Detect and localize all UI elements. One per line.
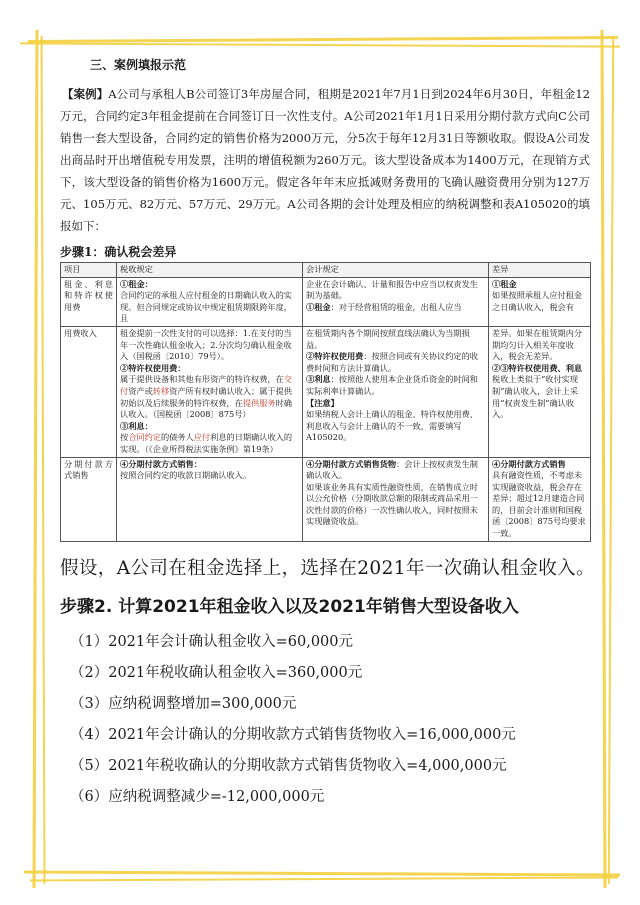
acc-note-text: 如果纳税人会计上确认的租金、特许权使用费、利息收入与会计上确认的不一致，需要填写A105020。 (306, 409, 478, 443)
acc-basis-text: 企业在会计确认、计量和报告中应当以权责发生制为基础。 (306, 278, 478, 301)
calc-line: （2）2021年税收确认租金收入=360,000元 (70, 664, 363, 681)
tax-royalty-text: 属于提供设备和其他有形资产的特许权费，在交付资产或转移资产所有权时确认收入；属于提供初始以及后续服务的特许权费，在提供服务时确认收入。（国税函〔2008〕875号） (120, 374, 292, 420)
tax-interest-text: 按合同约定的债务人应付利息的日期确认收入的实现。（《企业所得税法实施条例》第19条） (120, 432, 293, 454)
row-tax (117, 277, 303, 326)
diff-royalty-text: 税收上类似于“收付实现制”确认收入，会计上采用“权责发生制”确认收入。 (492, 374, 579, 420)
frame-line (41, 36, 46, 884)
acc-rent-text: ：对于经营租赁的租金，出租人应当 (330, 301, 462, 312)
frame-line (30, 876, 618, 881)
row-item: 分期付款方式销售 (61, 457, 117, 541)
case-lead: 【案例】 (62, 87, 109, 101)
diff-rent-heading: ①租金 (492, 278, 517, 289)
header-accounting: 会计规定 (303, 263, 489, 278)
acc-interest-text: ：按照他人使用本企业货币资金的时间和实际利率计算确认。 (306, 374, 478, 396)
diff-royalty-heading: ②③特许权使用费、利息 (492, 362, 583, 373)
frame-line (33, 30, 39, 888)
step1-title: 步骤1：确认税会差异 (60, 245, 177, 259)
frame-line (24, 870, 620, 876)
row-tax (117, 457, 303, 541)
acc-royalty-text: ：按照合同或有关协议约定的收费时间和方法计算确认。 (306, 351, 478, 373)
acc-installment-text: ：会计上按权责发生制确认收入。 (306, 458, 478, 481)
section-title: 三、案例填报示范 (90, 58, 187, 72)
row-difference (489, 457, 591, 541)
frame-line (601, 30, 607, 888)
tax-rent-options: 租金提前一次性支付的可以选择：1.在支付的当年一次性确认租金收入；2.分次均匀确认租金收入（国税函〔2010〕79号）。 (120, 327, 292, 362)
tax-rent-text: 合同约定的承租人应付租金的日期确认收入的实现。但合同规定或协议中规定租赁期限跨年度，且 (120, 290, 292, 324)
table-row (61, 277, 591, 326)
frame-line (20, 42, 620, 47)
tax-installment-heading: ④分期付款方式销售： (120, 458, 202, 469)
table-header-row (61, 263, 591, 278)
row-accounting (303, 277, 489, 326)
row-difference (489, 326, 591, 457)
acc-installment-heading: ④分期付款方式销售货物 (306, 458, 397, 469)
table-row (61, 326, 591, 457)
row-difference (489, 277, 591, 326)
row-accounting (303, 326, 489, 457)
diff-rent-text: 如果按照承租人应付租金之日确认收入，税会有 (492, 290, 583, 312)
row-accounting (303, 457, 489, 541)
header-tax: 税收规定 (117, 263, 303, 278)
row-item: 租金、利息和特许权使用费 (61, 277, 117, 326)
calc-line: （6）应纳税调整减少=-12,000,000元 (70, 788, 325, 805)
calc-line: （4）2021年会计确认的分期收款方式销售货物收入=16,000,000元 (70, 726, 516, 743)
case-text: A公司与承租人B公司签订3年房屋合同，租期是2021年7月1日到2024年6月30日，年租金12万元，合同约定3年租金提前在合同签订日一次性支付。A公司2021年1月1日采用分期付款方式向C公司销售一套大型设备，合同约定的销售价格为2000万元，分5次于每年12月31日等额收取。假设A公司发出商品时开出增值税专用发票，注明的增值税额为260万元。该大型设备成本为1400万元，在现销方式下，该大型设备的销售价格为1600万元。假定各年年末应抵减财务费用的飞确认融资费用分别为127万元、105万元、82万元、57万元、29万元。A公司各期的会计处理及相应的纳税调整和表A105020的填报如下： (60, 87, 590, 233)
case-paragraph (60, 83, 590, 237)
diff-rent-text: 差异。如果在租赁期内分期均匀计入相关年度收入，税会无差异。 (492, 327, 583, 362)
acc-note-heading: 【注意】 (306, 397, 339, 408)
acc-interest-heading: ③利息 (306, 374, 331, 385)
tax-interest-heading: ③利息： (120, 420, 153, 431)
calc-line: （5）2021年税收确认的分期收款方式销售货物收入=4,000,000元 (70, 757, 507, 774)
diff-installment-text: 具有融资性质，不考虑未实现融资收益，税会存在差异；超过12月建造合同的，目前会计准则和国税函〔2008〕875号均要求一致。 (492, 470, 586, 539)
tax-rent-heading: ①租金： (120, 278, 153, 289)
tax-installment-text: 按照合同约定的收款日期确认收入。 (120, 470, 252, 481)
comparison-table (60, 262, 591, 542)
calc-line: （1）2021年会计确认租金收入=60,000元 (70, 633, 354, 650)
tax-royalty-heading: ②特许权使用费： (120, 362, 186, 373)
document-content (60, 56, 595, 813)
acc-royalty-heading: ②特许权使用费 (306, 351, 364, 362)
row-item: 用费收入 (61, 326, 117, 457)
acc-rent-heading: ①租金 (306, 301, 331, 312)
calc-line: （3）应纳税调整增加=300,000元 (70, 695, 297, 712)
diff-installment-heading: ④分期付款方式销售 (492, 458, 566, 469)
assumption-text: 假设，A公司在租金选择上，选择在2021年一次确认租金收入。 (60, 557, 595, 579)
header-difference: 差异 (489, 263, 591, 278)
table-row (61, 457, 591, 541)
acc-rent-text: 在租赁期内各个期间按照直线法确认为当期损益。 (306, 327, 470, 350)
frame-line (608, 36, 614, 884)
row-tax (117, 326, 303, 457)
header-item: 项目 (61, 263, 117, 278)
step2-title: 步骤2. 计算2021年租金收入以及2021年销售大型设备收入 (60, 596, 519, 617)
acc-installment-detail: 如果该业务具有实质性融资性质，在销售成立时以公允价格（分期收款总额的限制或商品采用一次性付款的价格）一次性确认收入，同时按照未实现融资收益。 (306, 481, 478, 527)
